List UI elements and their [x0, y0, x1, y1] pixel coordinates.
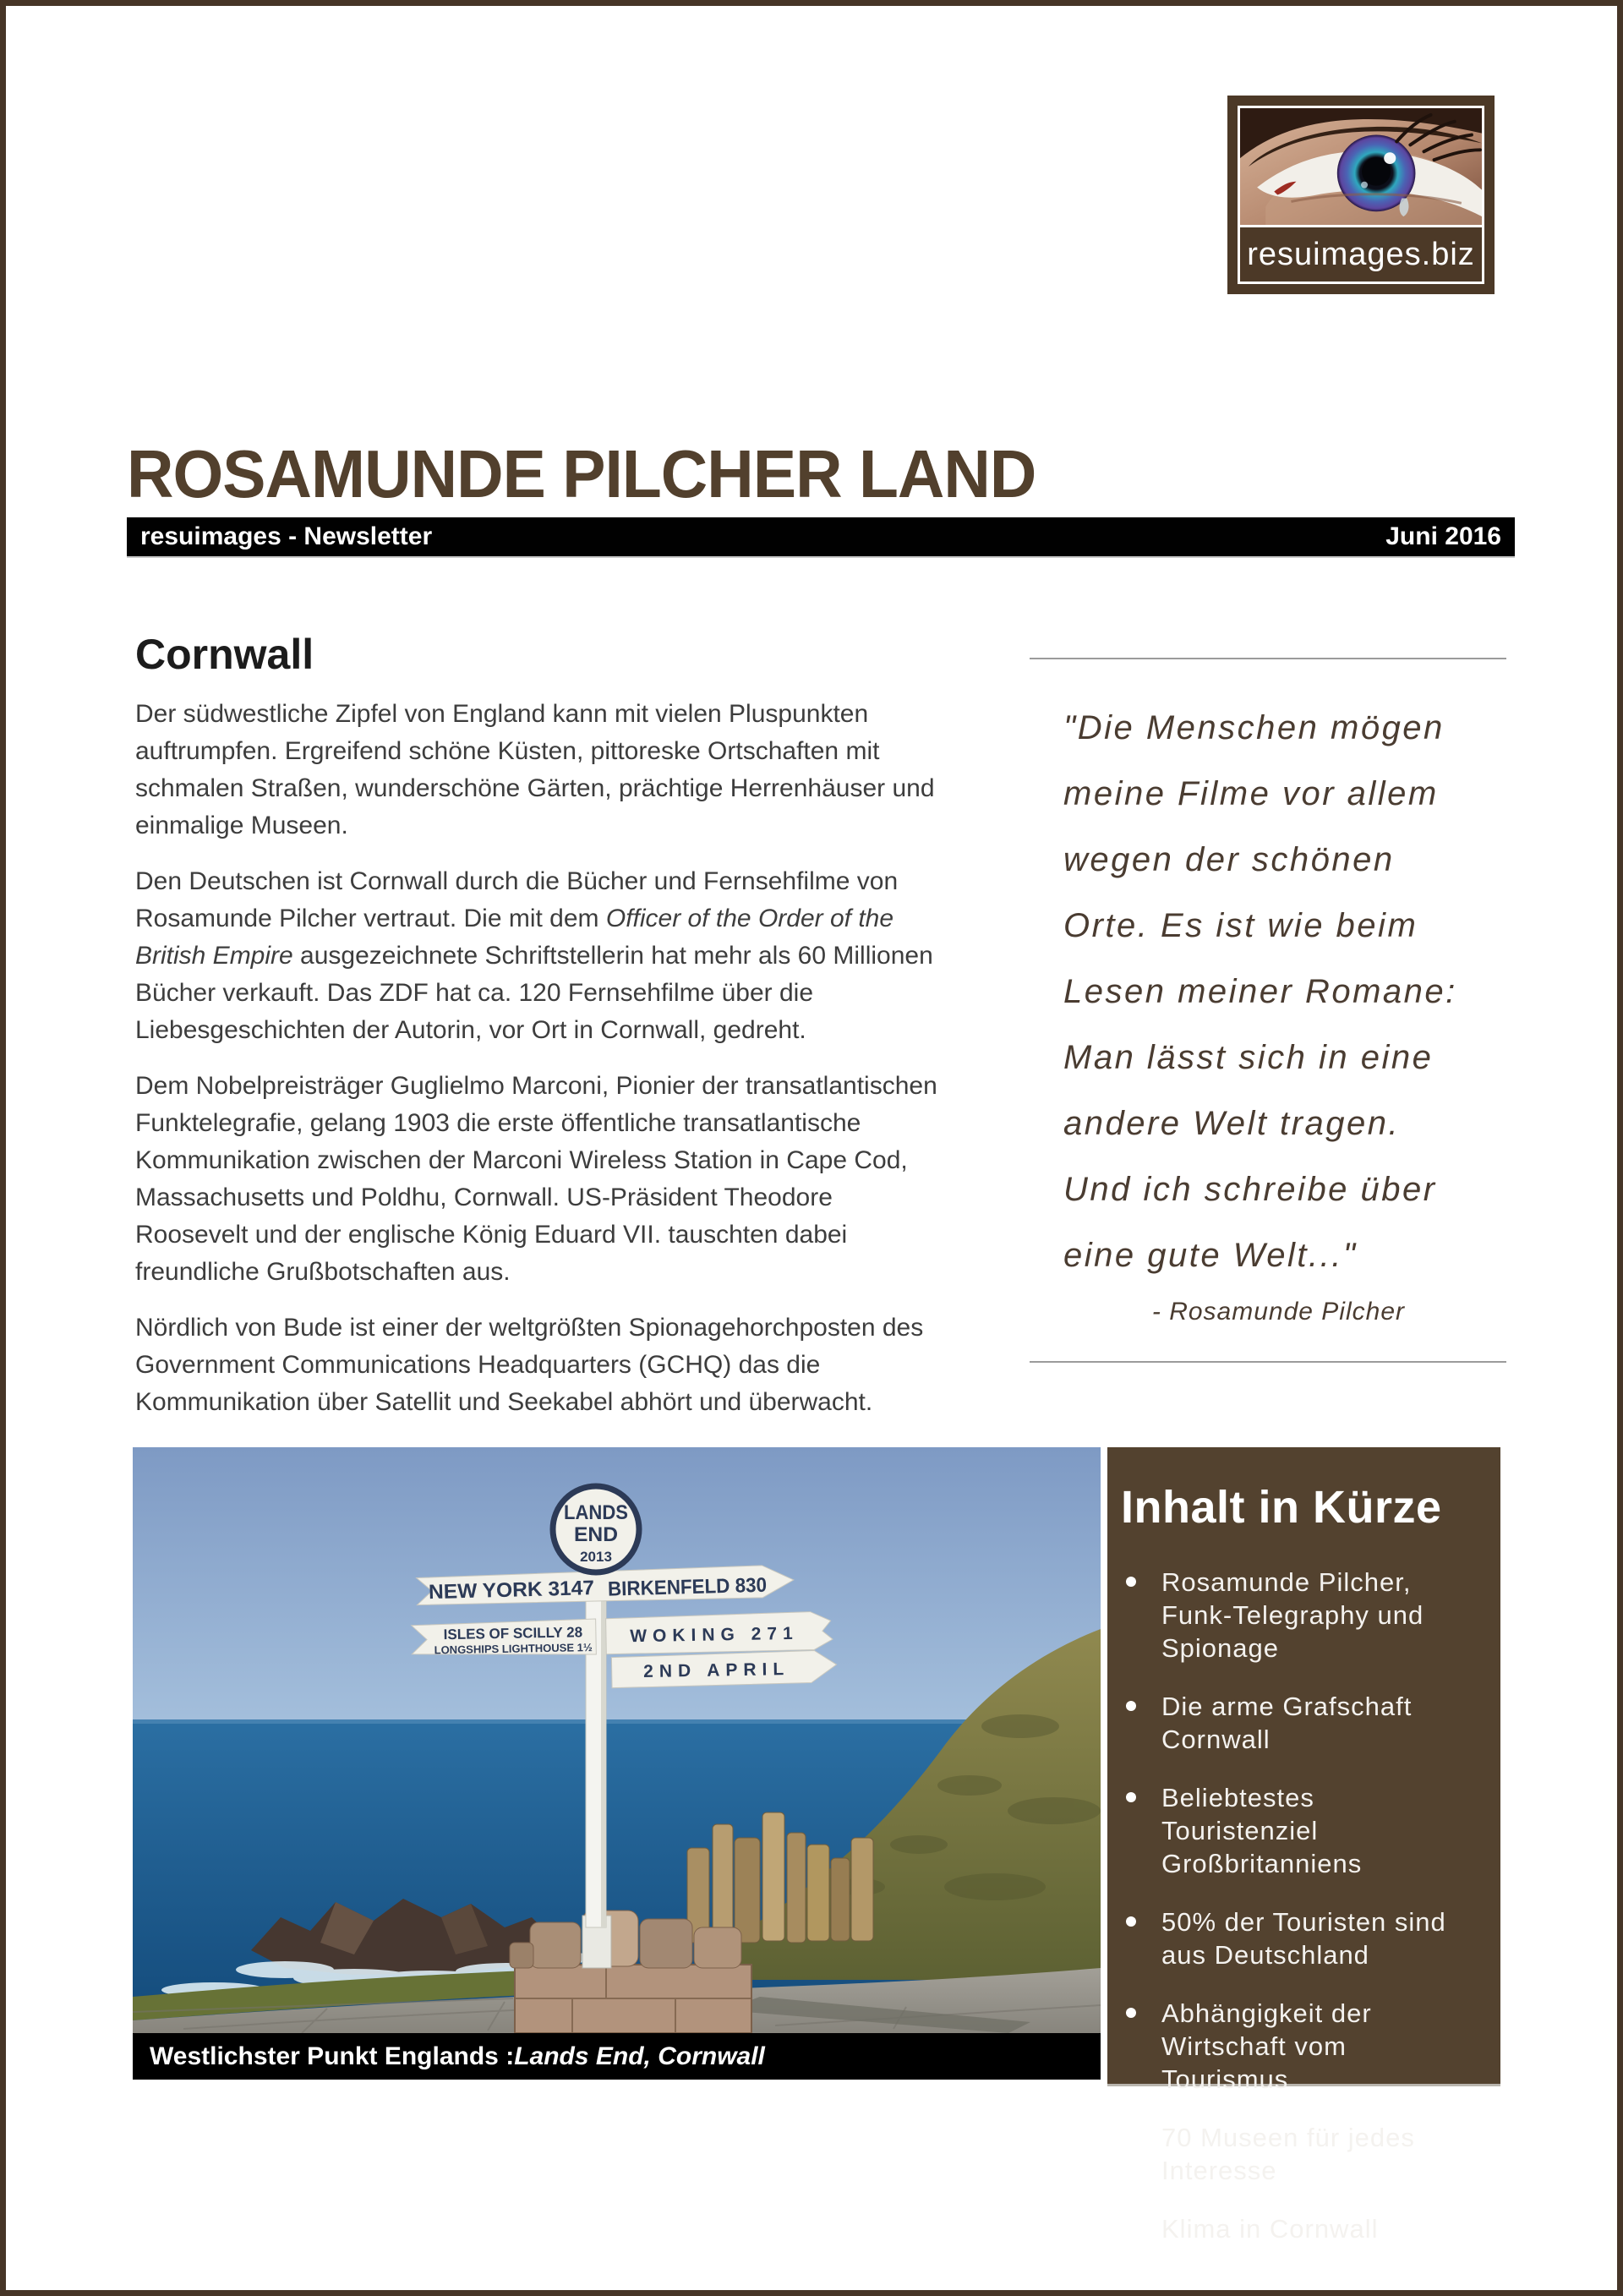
contents-list — [1121, 1566, 1478, 2245]
logo — [1227, 96, 1495, 294]
eye-photo — [1240, 108, 1482, 227]
photo-caption — [133, 2033, 1101, 2080]
page-title: ROSAMUNDE PILCHER LAND — [127, 436, 1036, 511]
newsletter-bar-date: Juni 2016 — [1385, 522, 1501, 550]
quote-line: eine gute Welt..." — [1063, 1237, 1358, 1274]
contents-heading: Inhalt in Kürze — [1121, 1482, 1442, 1533]
photo-caption-text: Westlichster Punkt Englands : — [150, 2042, 515, 2070]
stone-plinth — [510, 1911, 751, 2033]
logo-frame — [1238, 106, 1484, 284]
paragraph-4: Nördlich von Bude ist einer der weltgrößten Spionagehorchposten des Government Communications Headquarters (GCHQ) das die Kommunikation über Satellit und Seekabel abhört und überwacht. — [135, 1314, 924, 1416]
sign-lands: LANDS — [564, 1501, 628, 1524]
contents-box — [1107, 1447, 1500, 2244]
paragraph-2-text: Den Deutschen ist Cornwall durch die Bücher und Fernsehfilme von Rosamunde Pilcher vertraut. Die mit dem — [135, 867, 899, 932]
list-item: 70 Museen für jedes Interesse — [1121, 2121, 1478, 2187]
quote-line: andere Welt tragen. — [1063, 1105, 1401, 1142]
logo-text: resuimages.biz — [1247, 236, 1475, 272]
quote-line: Und ich schreibe über — [1063, 1171, 1437, 1208]
newsletter-bar — [127, 517, 1515, 558]
lands-end-photo — [133, 1447, 1101, 2080]
list-item: Beliebtestes Touristenziel Großbritanniens — [1121, 1781, 1478, 1880]
quote-line: wegen der schönen — [1063, 841, 1395, 878]
paragraph-3: Dem Nobelpreisträger Guglielmo Marconi, Pionier der transatlantischen Funktelegrafie, gelang 1903 die erste öffentliche transatlantische Kommunikation zwischen der Marconi Wireless Station in Cape Cod, Massachusetts und Poldhu, Cornwall. US-Präsident Theodore Roosevelt und der englische König Eduard VII. tauschten dabei freundliche Grußbotschaften aus. — [135, 1072, 937, 1286]
quote-attribution: - Rosamunde Pilcher — [1151, 1298, 1405, 1326]
sign-new-york: NEW YORK 3147 — [428, 1577, 591, 1604]
sign-birkenfeld: BIRKENFELD 830 — [607, 1573, 779, 1601]
photo-caption-location: Lands End, Cornwall — [514, 2042, 765, 2070]
list-item: Die arme Grafschaft Cornwall — [1121, 1690, 1478, 1756]
list-item: Rosamunde Pilcher, Funk-Telegraphy und Spionage — [1121, 1566, 1478, 1665]
sign-2nd-april: 2ND APRIL — [642, 1659, 790, 1682]
sign-2013: 2013 — [580, 1549, 612, 1565]
quote-line: Orte. Es ist wie beim — [1063, 907, 1418, 944]
paragraph-1: Der südwestliche Zipfel von England kann mit vielen Pluspunkten auftrumpfen. Ergreifend schöne Küsten, pittoreske Ortschaften mit schmalen Straßen, wunderschöne Gärten, prächtige Herrenhäuser und einmalige Museen. — [135, 700, 935, 839]
quote-line: "Die Menschen mögen — [1063, 709, 1445, 746]
paragraph-2 — [135, 863, 951, 1049]
pullquote — [1030, 658, 1506, 1363]
lands-end-scene — [133, 1447, 1101, 2033]
sign-longships: LONGSHIPS LIGHTHOUSE 1½ — [434, 1641, 593, 1657]
quote-line: Lesen meiner Romane: — [1063, 973, 1457, 1010]
quote-line: Man lässt sich in eine — [1063, 1039, 1434, 1076]
quote-line: meine Filme vor allem — [1063, 775, 1439, 812]
circle-sign — [553, 1486, 639, 1572]
sign-end: END — [574, 1523, 618, 1546]
list-item: Abhängigkeit der Wirtschaft vom Tourismus — [1121, 1997, 1478, 2096]
eye-icon — [1240, 108, 1482, 225]
newsletter-bar-left: resuimages - Newsletter — [140, 522, 433, 550]
list-item: 50% der Touristen sind aus Deutschland — [1121, 1905, 1478, 1971]
paragraph-2-text-cont: ausgezeichnete Schriftstellerin hat mehr als 60 Millionen Bücher verkauft. Das ZDF hat ca. 120 Fernsehfilme über die Liebesgeschichten der Autorin, vor Ort in Cornwall, gedreht. — [135, 942, 933, 1044]
article-heading: Cornwall — [135, 631, 314, 678]
pole-shade — [601, 1555, 606, 1927]
list-item: Klima in Cornwall — [1121, 2212, 1478, 2245]
paragraph-2-italic: Officer of the Order of the British Empire — [135, 905, 894, 970]
article-column — [135, 630, 951, 1440]
sign-scilly: ISLES OF SCILLY 28 — [443, 1624, 583, 1643]
horizon-line — [133, 1719, 1101, 1724]
sign-woking: WOKING 271 — [630, 1623, 799, 1647]
